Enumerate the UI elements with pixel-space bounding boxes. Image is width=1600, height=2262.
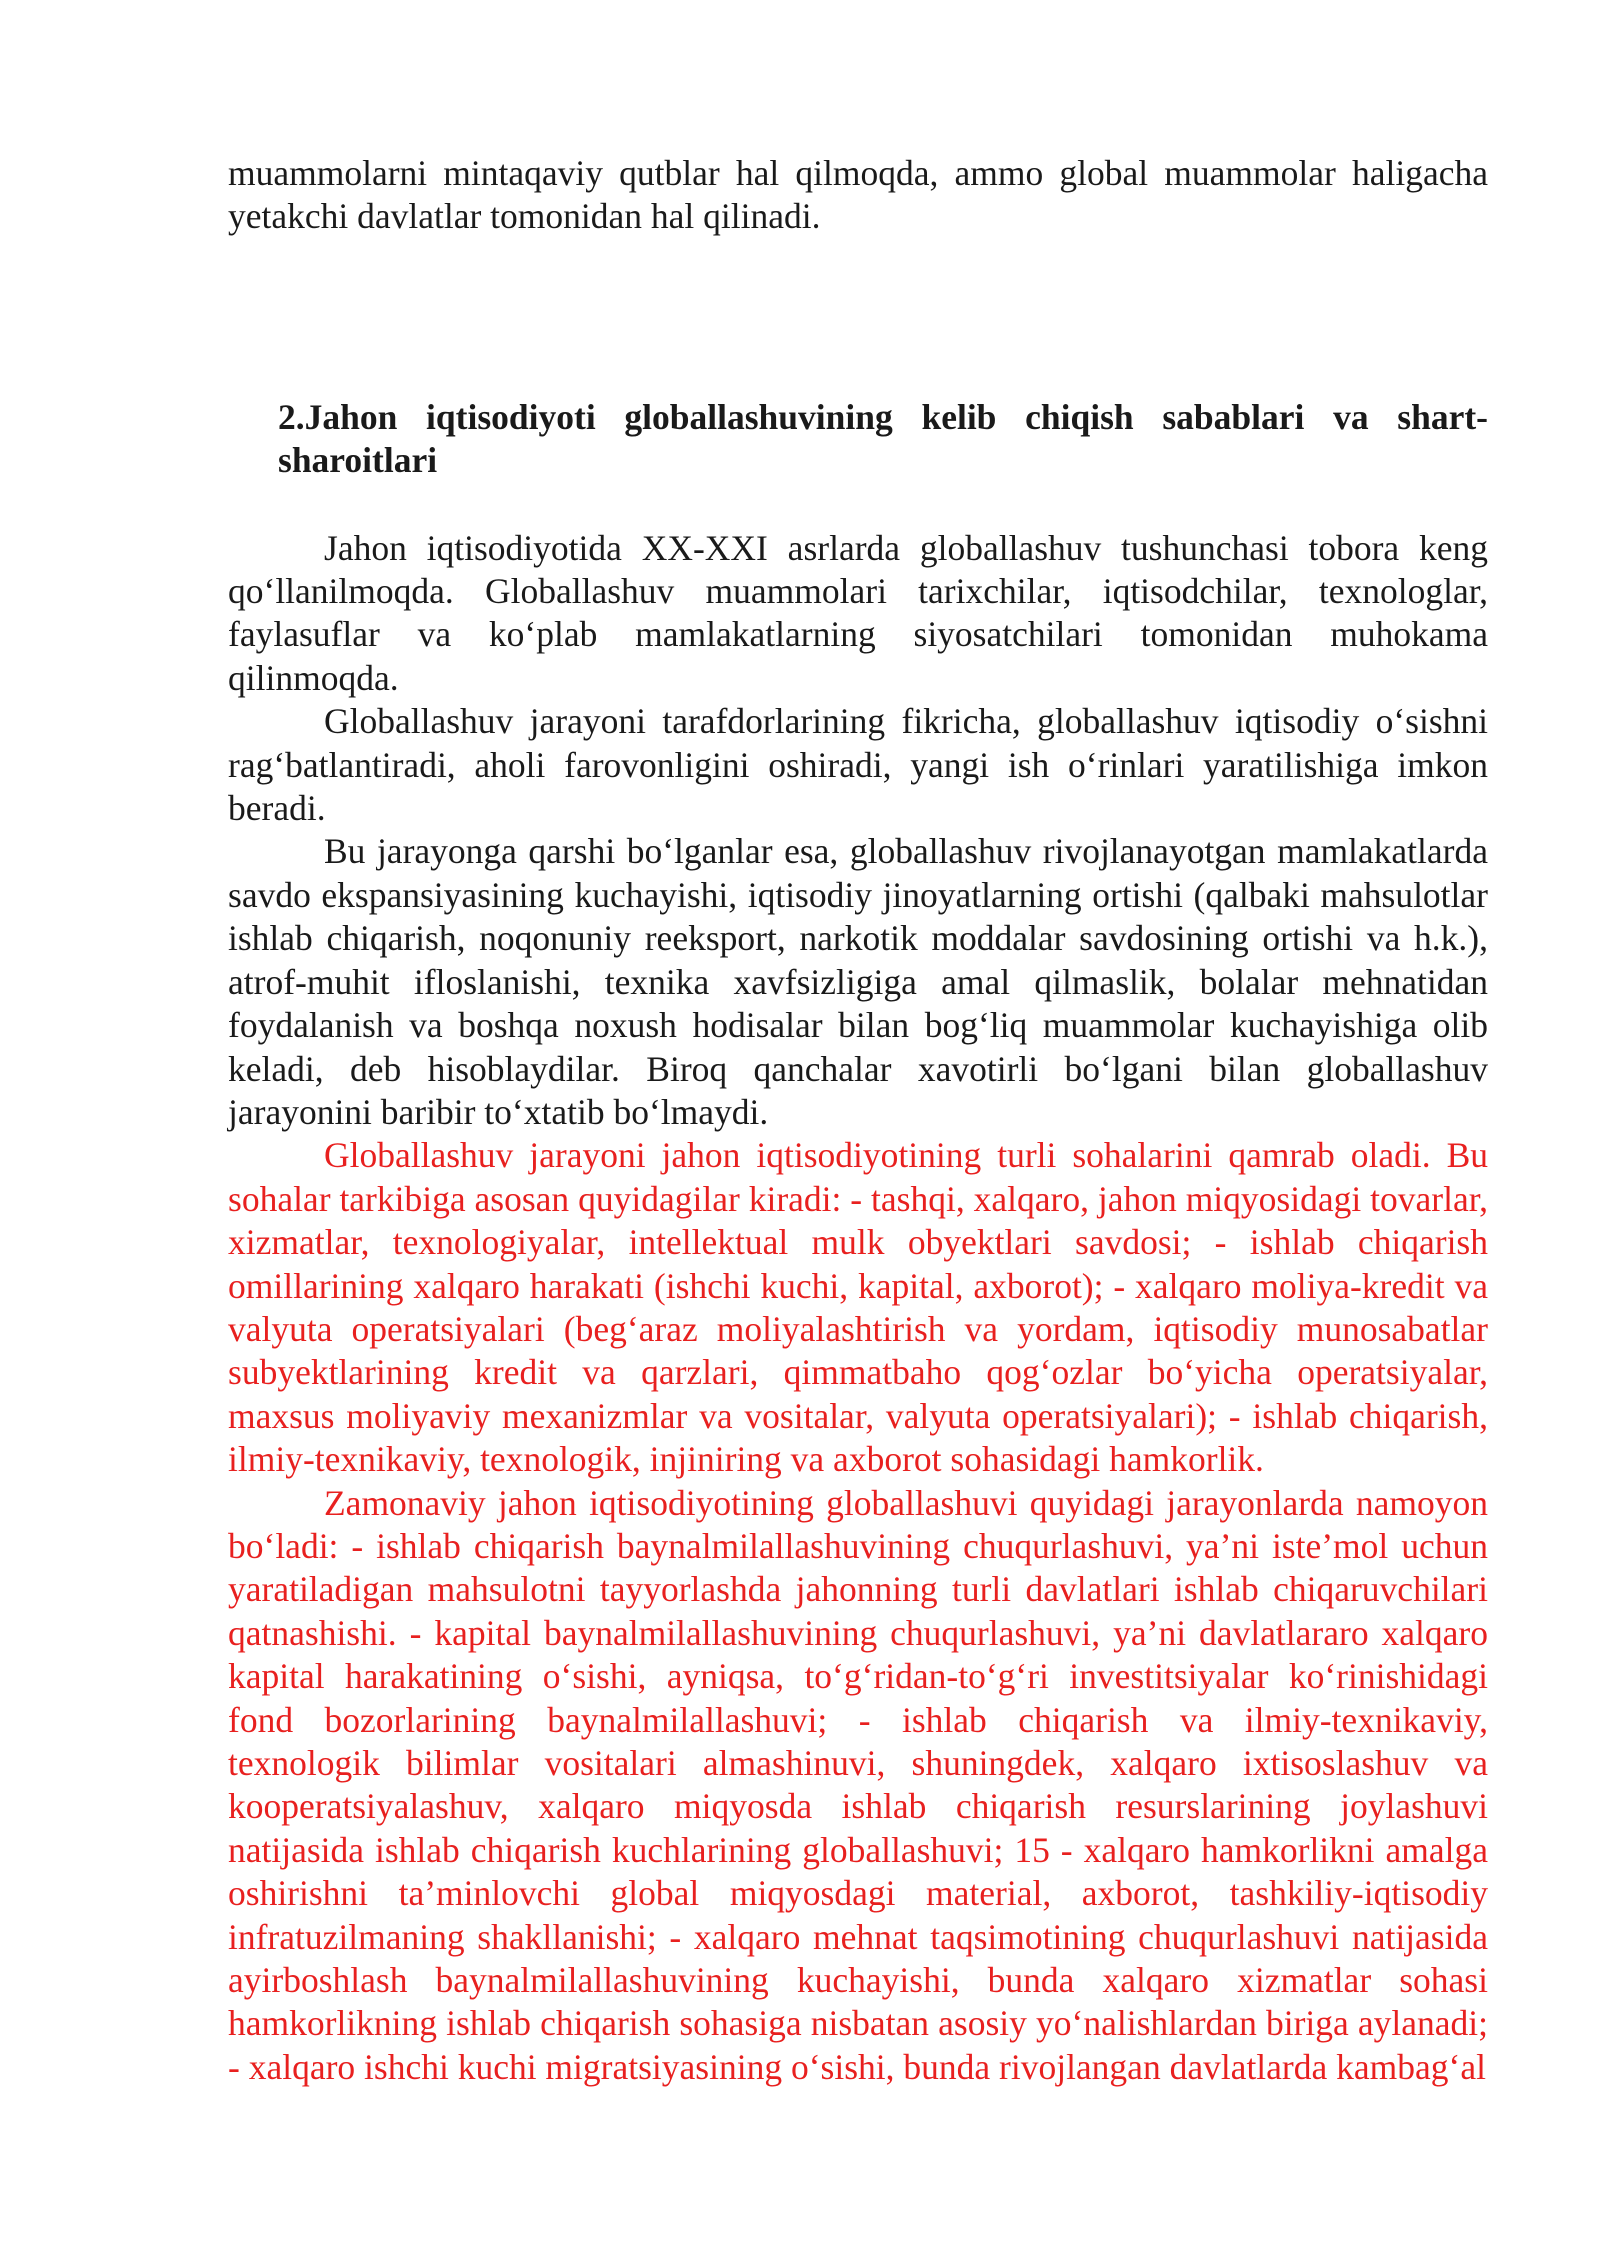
body-paragraph-1: Jahon iqtisodiyotida XX-XXI asrlarda globallashuv tushunchasi tobora keng qo‘llanilmoqda. Globallashuv muammolari tarixchilar, iqtisodchilar, texnologlar, faylasuflar va ko‘plab mamlakatlarning siyosatchilari tomonidan muhokama qilinmoqda. [228,527,1488,698]
section-heading: 2.Jahon iqtisodiyoti globallashuvining kelib chiqish sabablari va shart-sharoitlari [278,396,1488,481]
continued-paragraph: muammolarni mintaqaviy qutblar hal qilmoqda, ammo global muammolar haligacha yetakchi davlatlar tomonidan hal qilinadi. [228,153,1488,237]
body-paragraph-3: Bu jarayonga qarshi bo‘lganlar esa, globallashuv rivojlanayotgan mamlakatlarda savdo ekspansiyasining kuchayishi, iqtisodiy jinoyatlarning ortishi (qalbaki mahsulotlar ishlab chiqarish, noqonuniy reeksport, narkotik moddalar savdosining ortishi va h.k.), atrof-muhit ifloslanishi, texnika xavfsizligiga amal qilmaslik, bolalar mehnatidan foydalanish va boshqa noxush hodisalar bilan bog‘liq muammolar kuchayishiga olib keladi, deb hisoblaydilar. Biroq qanchalar xavotirli bo‘lgani bilan globallashuv jarayonini baribir to‘xtatib bo‘lmaydi. [228,831,1488,1132]
body-paragraph-2: Globallashuv jarayoni tarafdorlarining fikricha, globallashuv iqtisodiy o‘sishni rag‘batlantiradi, aholi farovonligini oshiradi, yangi ish o‘rinlari yaratilishiga imkon beradi. [228,701,1488,829]
document-page [228,152,1488,2089]
highlighted-paragraph-1: Globallashuv jarayoni jahon iqtisodiyotining turli sohalarini qamrab oladi. Bu sohalar tarkibiga asosan quyidagilar kiradi: - tashqi, xalqaro, jahon miqyosidagi tovarlar, xizmatlar, texnologiyalar, intellektual mulk obyektlari savdosi; - ishlab chiqarish omillarining xalqaro harakati (ishchi kuchi, kapital, axborot); - xalqaro moliya-kredit va valyuta operatsiyalari (beg‘araz moliyalashtirish va yordam, iqtisodiy munosabatlar subyektlarining kredit va qarzlari, qimmatbaho qog‘ozlar bo‘yicha operatsiyalar, maxsus moliyaviy mexanizmlar va vositalar, valyuta operatsiyalari); - ishlab chiqarish, ilmiy-texnikaviy, texnologik, injiniring va axborot sohasidagi hamkorlik. [228,1135,1488,1480]
highlighted-paragraph-2: Zamonaviy jahon iqtisodiyotining globallashuvi quyidagi jarayonlarda namoyon bo‘ladi: - ishlab chiqarish baynalmilallashuvining chuqurlashuvi, ya’ni iste’mol uchun yaratiladigan mahsulotni tayyorlashda jahonning turli davlatlari ishlab chiqaruvchilari qatnashishi. - kapital baynalmilallashuvining chuqurlashuvi, ya’ni davlatlararo xalqaro kapital harakatining o‘sishi, ayniqsa, to‘g‘ridan-to‘g‘ri investitsiyalar ko‘rinishidagi fond bozorlarining baynalmilallashuvi; - ishlab chiqarish va ilmiy-texnikaviy, texnologik bilimlar vositalari almashinuvi, shuningdek, xalqaro ixtisoslashuv va kooperatsiyalashuv, xalqaro miqyosda ishlab chiqarish resurslarining joylashuvi natijasida ishlab chiqarish kuchlarining globallashuvi; 15 - xalqaro hamkorlikni amalga oshirishni ta’minlovchi global miqyosdagi material, axborot, tashkiliy-iqtisodiy infratuzilmaning shakllanishi; - xalqaro mehnat taqsimotining chuqurlashuvi natijasida ayirboshlash baynalmilallashuvining kuchayishi, bunda xalqaro xizmatlar sohasi hamkorlikning ishlab chiqarish sohasiga nisbatan asosiy yo‘nalishlardan biriga aylanadi; - xalqaro ishchi kuchi migratsiyasining o‘sishi, bunda rivojlangan davlatlarda kambag‘al [228,1482,1488,2087]
